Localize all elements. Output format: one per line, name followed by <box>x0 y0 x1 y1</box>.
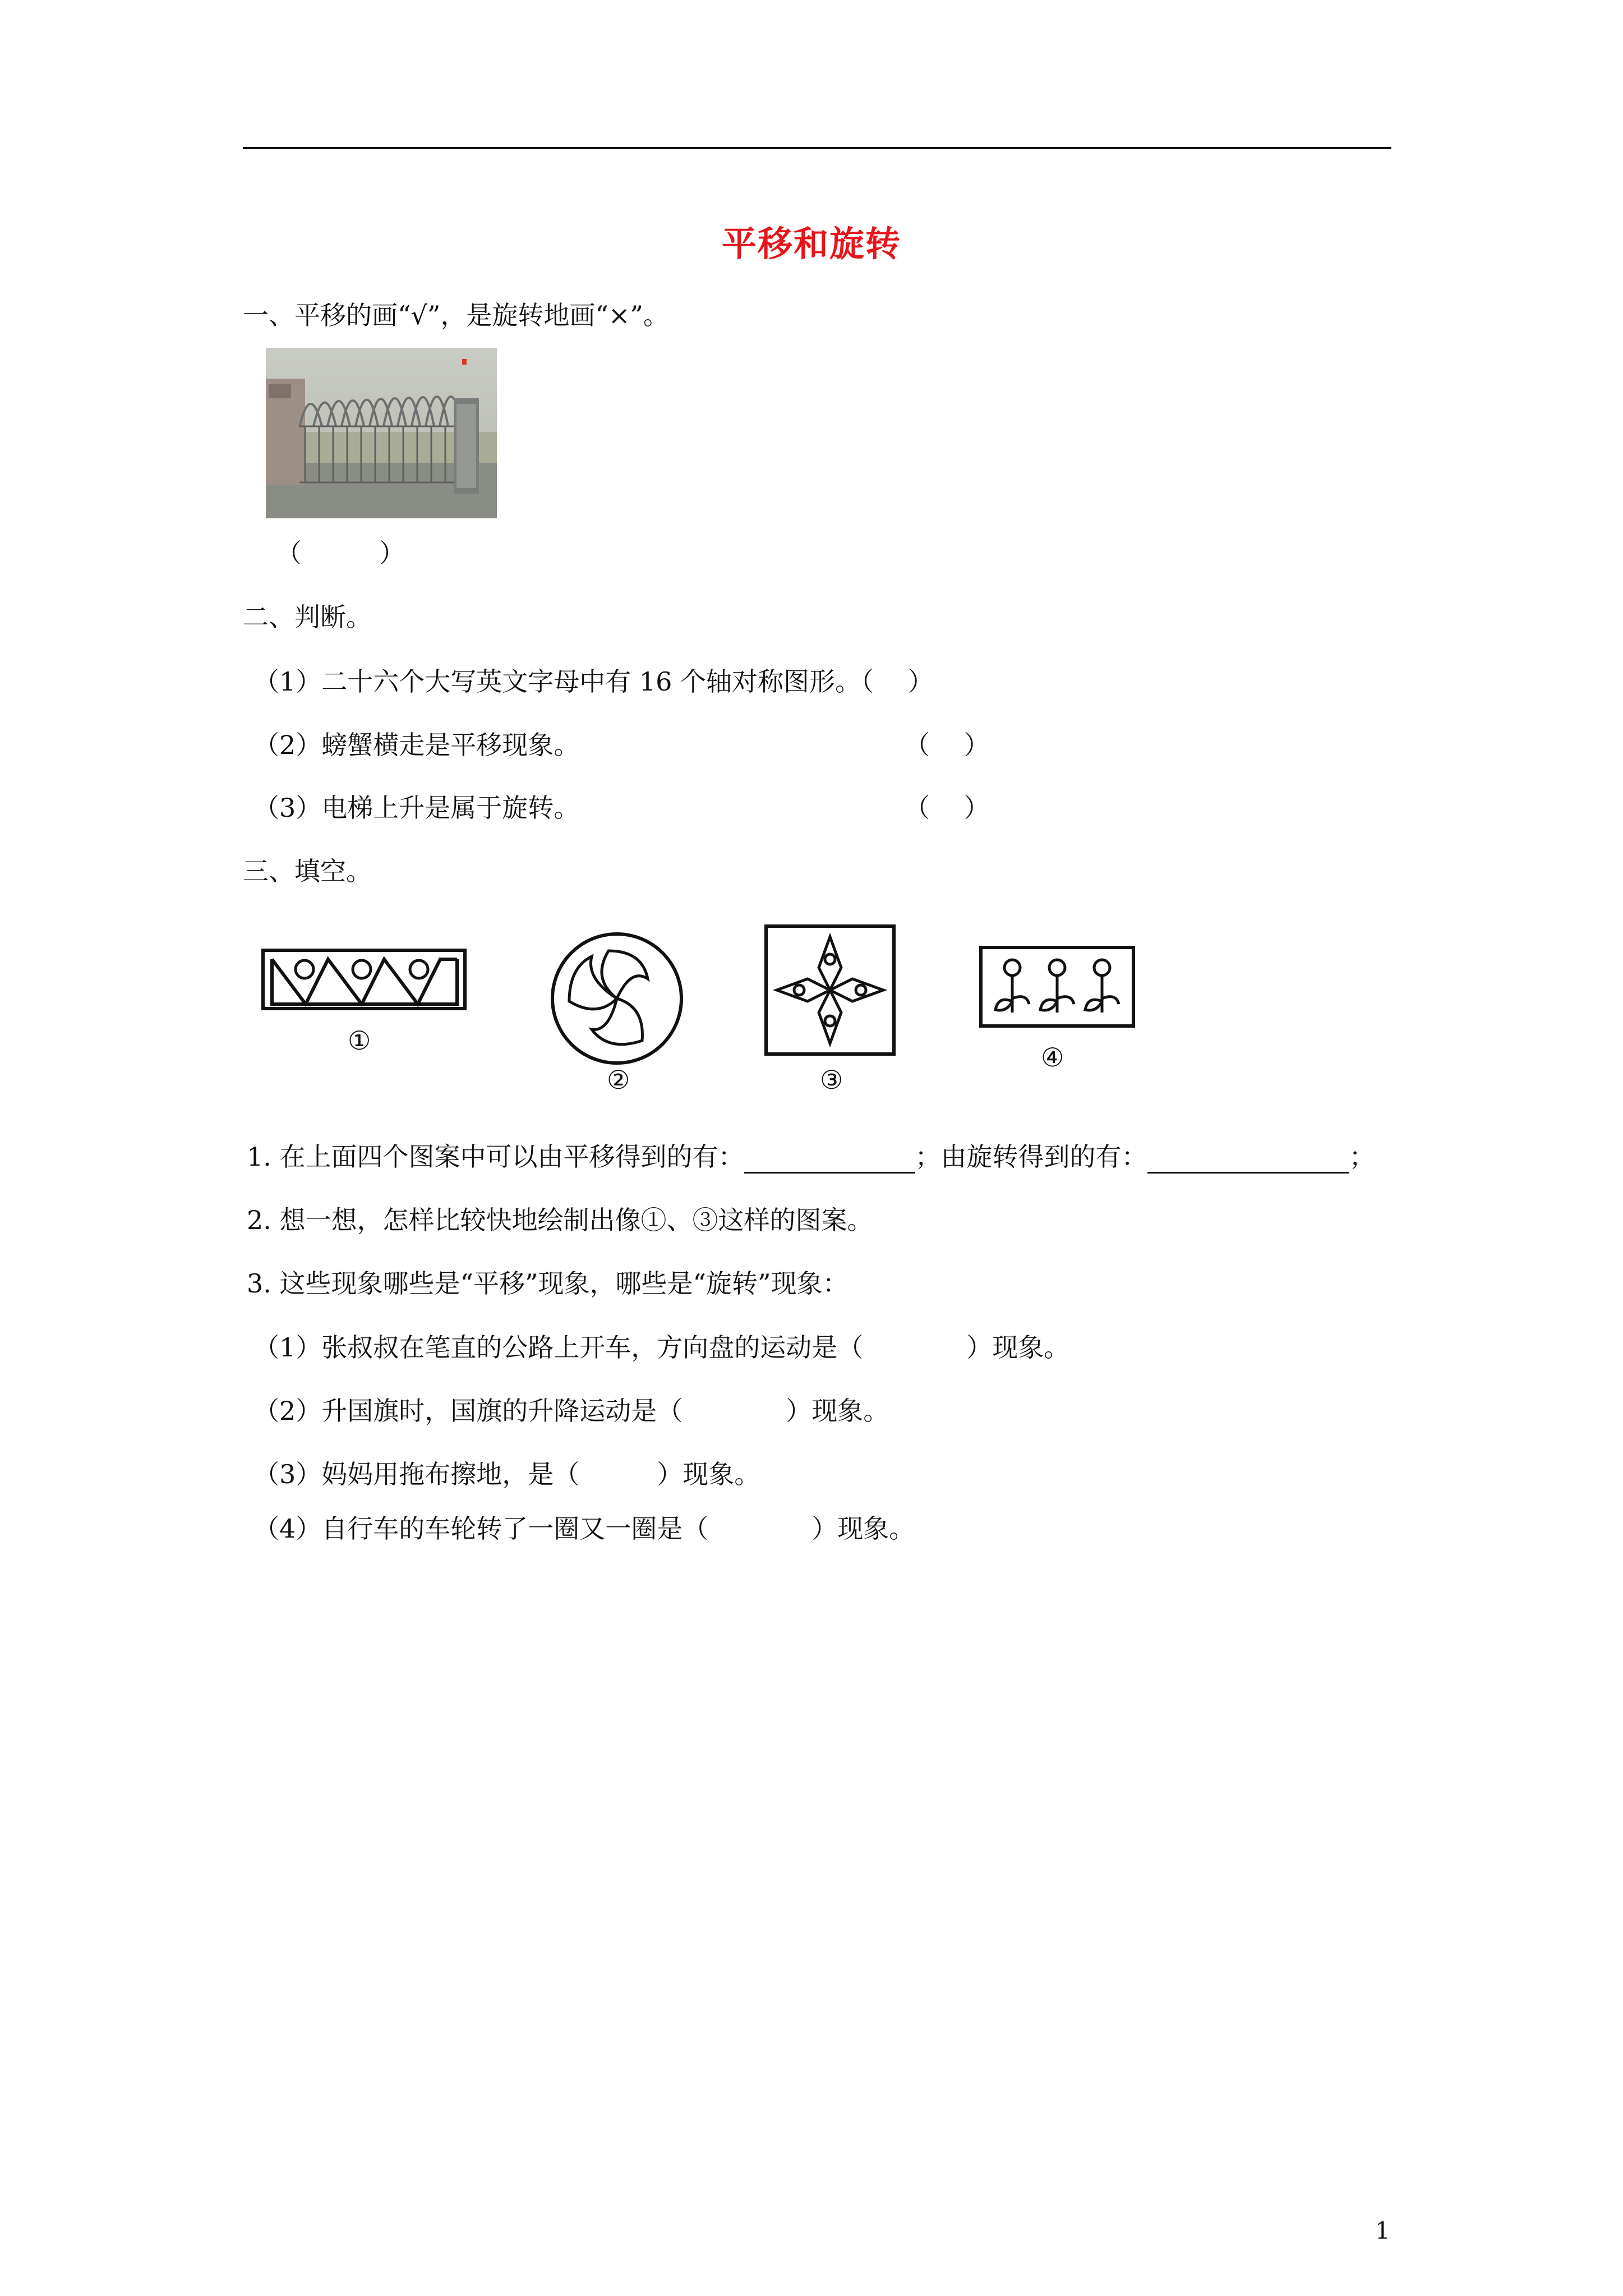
rotation-answer-blank[interactable] <box>1147 1145 1349 1174</box>
question-3-item-1: （1）张叔叔在笔直的公路上开车，方向盘的运动是（ ）现象。 <box>253 1332 1070 1363</box>
translation-answer-blank[interactable] <box>744 1145 915 1174</box>
figure-2-label: ② <box>607 1065 630 1095</box>
question-1-part1: 1. 在上面四个图案中可以由平移得到的有： <box>247 1142 744 1172</box>
figure-1-label: ① <box>348 1025 371 1056</box>
figure-2-pinwheel <box>547 928 687 1069</box>
figure-3-label: ③ <box>820 1065 843 1095</box>
figure-3-square-flower <box>763 923 897 1057</box>
judge-item-2: （2）螃蟹横走是平移现象。 <box>253 730 580 760</box>
figure-4-flowers <box>979 945 1136 1029</box>
judge-item-3-paren[interactable]: （ ） <box>904 793 990 823</box>
page-number: 1 <box>1375 2217 1390 2244</box>
question-1-part2: ；由旋转得到的有： <box>915 1142 1147 1172</box>
judge-item-3: （3）电梯上升是属于旋转。 <box>253 793 580 823</box>
question-3-item-3: （3）妈妈用拖布擦地，是（ ）现象。 <box>253 1459 760 1489</box>
page-title: 平移和旋转 <box>721 223 901 264</box>
section1-heading: 一、平移的画“√”，是旋转地画“×”。 <box>243 300 669 330</box>
section3-heading: 三、填空。 <box>243 856 372 886</box>
figure-1-crown-pattern <box>261 948 468 1015</box>
question-1 <box>247 1140 1375 1174</box>
judge-item-2-paren[interactable]: （ ） <box>904 730 990 760</box>
header-rule <box>243 147 1391 149</box>
question-2: 2. 想一想，怎样比较快地绘制出像①、③这样的图案。 <box>247 1205 873 1235</box>
judge-item-1: （1）二十六个大写英文字母中有 16 个轴对称图形。（ ） <box>253 666 934 697</box>
question-3-item-2: （2）升国旗时，国旗的升降运动是（ ）现象。 <box>253 1396 889 1426</box>
question-3: 3. 这些现象哪些是“平移”现象，哪些是“旋转”现象： <box>247 1268 849 1299</box>
gate-photo <box>266 348 497 518</box>
question-3-item-4: （4）自行车的车轮转了一圈又一圈是（ ）现象。 <box>253 1513 915 1544</box>
question-1-end: ； <box>1349 1142 1375 1172</box>
section2-heading: 二、判断。 <box>243 602 372 632</box>
figure-4-label: ④ <box>1041 1042 1064 1073</box>
section1-answer-blank[interactable]: （ ） <box>276 538 405 568</box>
